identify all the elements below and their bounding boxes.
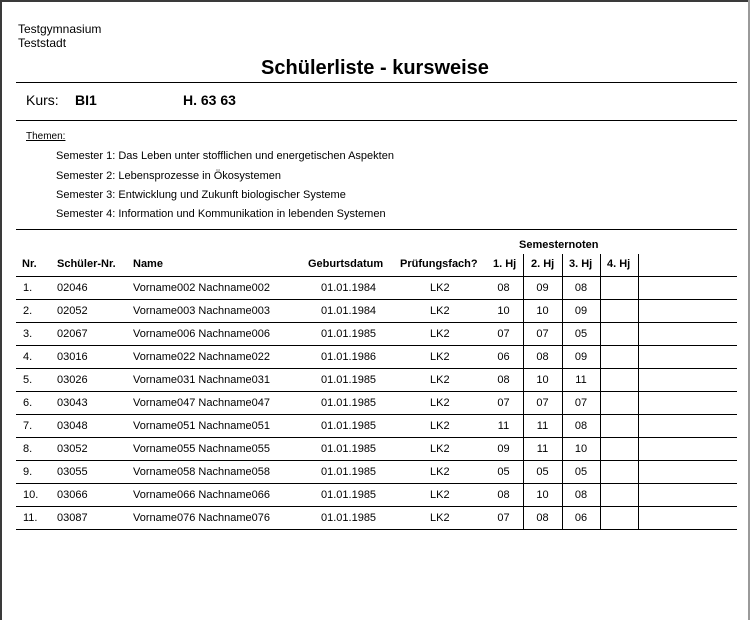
- cell-student-no: 03043: [57, 397, 88, 409]
- cell-hj2: 07: [536, 328, 549, 340]
- cell-student-no: 03052: [57, 443, 88, 455]
- cell-exam-subject: LK2: [430, 397, 450, 409]
- cell-hj2: 08: [536, 512, 549, 524]
- table-row: [0, 507, 750, 530]
- cell-hj1: 07: [497, 328, 510, 340]
- cell-birthdate: 01.01.1985: [321, 420, 377, 432]
- cell-name: Vorname002 Nachname002: [133, 282, 270, 294]
- column-header-student-no: Schüler-Nr.: [57, 258, 116, 270]
- table-row: [0, 484, 750, 507]
- cell-hj1: 05: [497, 466, 510, 478]
- cell-birthdate: 01.01.1985: [321, 443, 377, 455]
- cell-student-no: 03055: [57, 466, 88, 478]
- course-room: H. 63 63: [183, 92, 236, 108]
- row-divider: [16, 529, 737, 530]
- cell-birthdate: 01.01.1984: [321, 305, 377, 317]
- cell-birthdate: 01.01.1985: [321, 466, 377, 478]
- cell-nr: 4.: [23, 351, 33, 363]
- cell-hj3: 08: [574, 282, 588, 294]
- cell-name: Vorname031 Nachname031: [133, 374, 270, 386]
- cell-hj3: 05: [574, 466, 588, 478]
- column-header-hj2: 2. Hj: [531, 258, 555, 270]
- table-row: [0, 346, 750, 369]
- cell-hj1: 06: [497, 351, 510, 363]
- column-header-hj1: 1. Hj: [493, 258, 517, 270]
- cell-hj3: 07: [574, 397, 588, 409]
- cell-exam-subject: LK2: [430, 282, 450, 294]
- cell-hj2: 11: [536, 420, 549, 432]
- school-header: [18, 22, 101, 50]
- cell-birthdate: 01.01.1985: [321, 512, 377, 524]
- cell-nr: 11.: [23, 512, 38, 524]
- cell-name: Vorname003 Nachname003: [133, 305, 270, 317]
- theme-item: Semester 4: Information und Kommunikation in lebenden Systemen: [56, 208, 386, 220]
- cell-name: Vorname006 Nachname006: [133, 328, 270, 340]
- divider: [16, 120, 737, 121]
- cell-student-no: 02046: [57, 282, 88, 294]
- cell-hj2: 08: [536, 351, 549, 363]
- cell-hj3: 09: [574, 351, 588, 363]
- cell-hj3: 10: [574, 443, 588, 455]
- table-row: [0, 369, 750, 392]
- column-header-hj3: 3. Hj: [569, 258, 593, 270]
- column-header-nr: Nr.: [22, 258, 37, 270]
- cell-hj2: 10: [536, 374, 549, 386]
- cell-nr: 7.: [23, 420, 33, 432]
- cell-hj3: 05: [574, 328, 588, 340]
- cell-hj1: 07: [497, 397, 510, 409]
- cell-hj3: 08: [574, 420, 588, 432]
- cell-student-no: 03048: [57, 420, 88, 432]
- theme-item: Semester 3: Entwicklung und Zukunft biologischer Systeme: [56, 189, 346, 201]
- cell-nr: 1.: [23, 282, 33, 294]
- theme-item: Semester 2: Lebensprozesse in Ökosystemen: [56, 170, 282, 182]
- column-header-birthdate: Geburtsdatum: [308, 258, 384, 270]
- cell-exam-subject: LK2: [430, 328, 450, 340]
- cell-birthdate: 01.01.1986: [321, 351, 377, 363]
- cell-name: Vorname055 Nachname055: [133, 443, 270, 455]
- course-label: Kurs:: [26, 92, 59, 108]
- cell-hj3: 11: [575, 374, 587, 386]
- course-code: BI1: [75, 92, 97, 108]
- cell-name: Vorname066 Nachname066: [133, 489, 270, 501]
- cell-student-no: 02067: [57, 328, 88, 340]
- cell-hj2: 10: [536, 489, 549, 501]
- cell-nr: 5.: [23, 374, 33, 386]
- table-row: [0, 461, 750, 484]
- window-frame-top: [0, 0, 750, 2]
- cell-hj1: 11: [497, 420, 510, 432]
- cell-name: Vorname051 Nachname051: [133, 420, 270, 432]
- cell-birthdate: 01.01.1985: [321, 328, 377, 340]
- cell-birthdate: 01.01.1985: [321, 397, 377, 409]
- table-row: [0, 323, 750, 346]
- cell-hj2: 09: [536, 282, 549, 294]
- cell-exam-subject: LK2: [430, 420, 450, 432]
- themes-label: Themen:: [26, 131, 66, 142]
- divider: [16, 82, 737, 83]
- table-row: [0, 438, 750, 461]
- table-row: [0, 392, 750, 415]
- cell-birthdate: 01.01.1985: [321, 489, 377, 501]
- cell-hj1: 08: [497, 489, 510, 501]
- cell-exam-subject: LK2: [430, 489, 450, 501]
- cell-nr: 9.: [23, 466, 33, 478]
- table-row: [0, 300, 750, 323]
- cell-hj3: 06: [574, 512, 588, 524]
- cell-nr: 2.: [23, 305, 33, 317]
- cell-birthdate: 01.01.1985: [321, 374, 377, 386]
- cell-exam-subject: LK2: [430, 443, 450, 455]
- cell-hj2: 11: [536, 443, 549, 455]
- cell-exam-subject: LK2: [430, 374, 450, 386]
- table-row: [0, 277, 750, 300]
- cell-student-no: 03026: [57, 374, 88, 386]
- column-header-exam-subject: Prüfungsfach?: [400, 258, 478, 270]
- cell-student-no: 02052: [57, 305, 88, 317]
- page-title: Schülerliste - kursweise: [261, 57, 489, 79]
- cell-hj2: 07: [536, 397, 549, 409]
- school-name: Testgymnasium: [18, 22, 102, 36]
- column-header-hj4: 4. Hj: [607, 258, 631, 270]
- cell-name: Vorname058 Nachname058: [133, 466, 270, 478]
- cell-nr: 6.: [23, 397, 33, 409]
- column-header-name: Name: [133, 258, 163, 270]
- theme-item: Semester 1: Das Leben unter stofflichen und energetischen Aspekten: [56, 150, 394, 162]
- cell-hj3: 09: [574, 305, 588, 317]
- cell-birthdate: 01.01.1984: [321, 282, 377, 294]
- cell-hj2: 10: [536, 305, 549, 317]
- cell-name: Vorname076 Nachname076: [133, 512, 270, 524]
- cell-exam-subject: LK2: [430, 305, 450, 317]
- cell-student-no: 03087: [57, 512, 88, 524]
- cell-hj1: 08: [497, 282, 510, 294]
- divider: [16, 229, 737, 230]
- cell-exam-subject: LK2: [430, 466, 450, 478]
- cell-hj1: 10: [497, 305, 510, 317]
- cell-nr: 10.: [23, 489, 39, 501]
- cell-hj1: 08: [497, 374, 510, 386]
- cell-hj2: 05: [536, 466, 549, 478]
- cell-hj3: 08: [574, 489, 588, 501]
- cell-name: Vorname022 Nachname022: [133, 351, 270, 363]
- group-header-semesternoten: Semesternoten: [519, 239, 599, 251]
- cell-exam-subject: LK2: [430, 351, 450, 363]
- cell-exam-subject: LK2: [430, 512, 450, 524]
- table-row: [0, 415, 750, 438]
- cell-name: Vorname047 Nachname047: [133, 397, 270, 409]
- cell-student-no: 03066: [57, 489, 88, 501]
- cell-nr: 8.: [23, 443, 33, 455]
- cell-nr: 3.: [23, 328, 33, 340]
- school-city: Teststadt: [18, 36, 67, 50]
- cell-student-no: 03016: [57, 351, 88, 363]
- cell-hj1: 09: [497, 443, 510, 455]
- cell-hj1: 07: [497, 512, 510, 524]
